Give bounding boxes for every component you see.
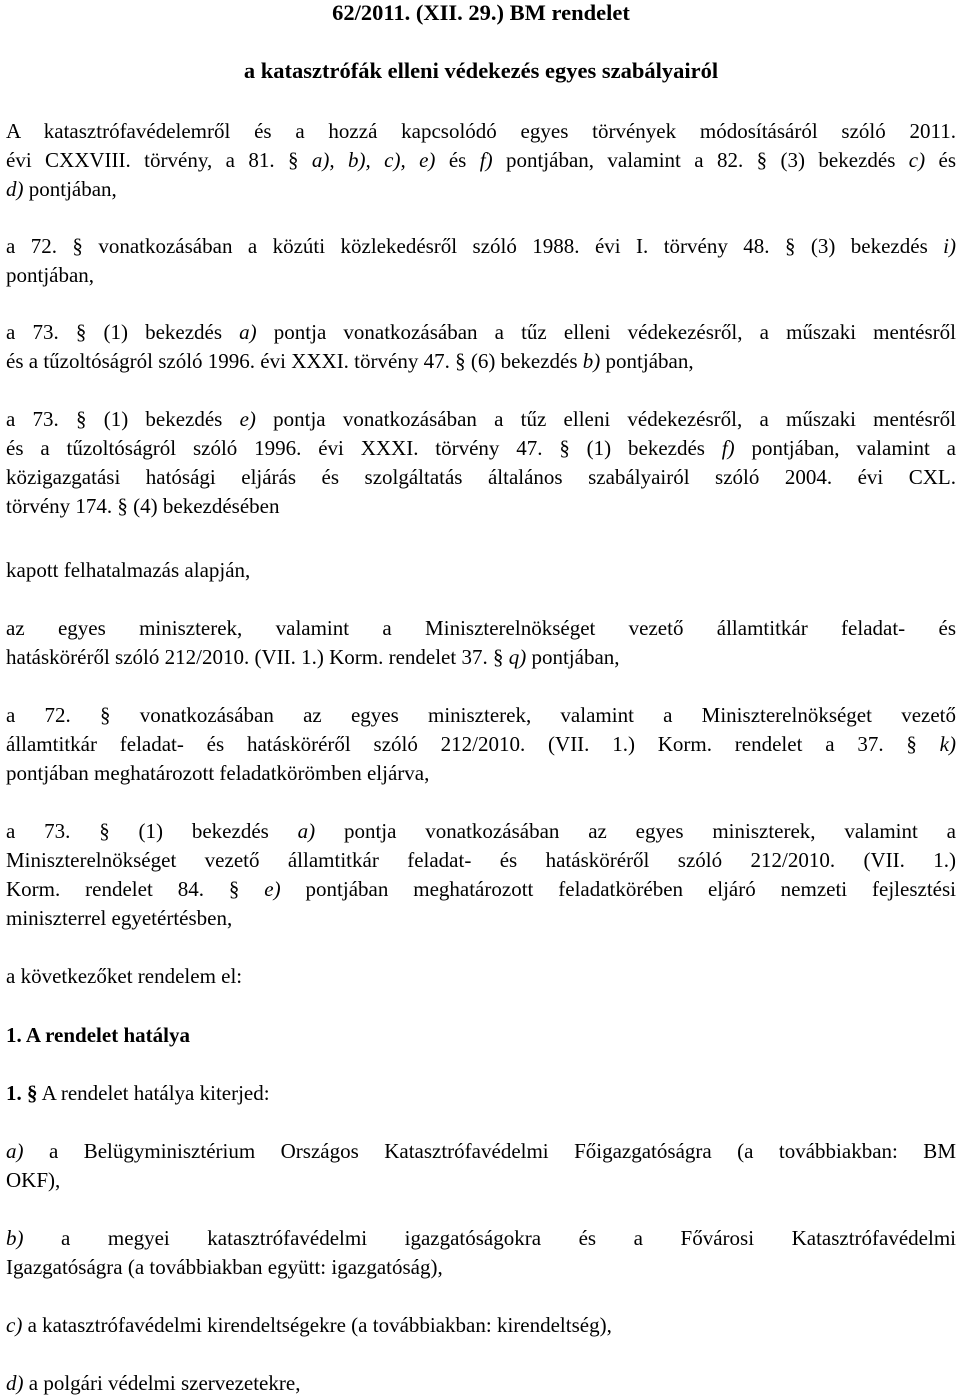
text-run: Igazgatóságra (a továbbiakban együtt: igazgatóság), xyxy=(6,1255,443,1279)
article-paragraph xyxy=(6,1079,956,1108)
italic-run: e) xyxy=(239,407,256,431)
text-run: államtitkár feladat- és hatásköréről szóló 212/2010. (VII. 1.) Korm. rendelet a 37. § xyxy=(6,732,940,756)
text-line xyxy=(6,405,956,434)
text-run: és a tűzoltóságról szóló 1996. évi XXXI. törvény 47. § (6) bekezdés xyxy=(6,349,583,373)
preamble-paragraph xyxy=(6,701,956,788)
text-line xyxy=(6,1137,956,1166)
preamble-paragraph xyxy=(6,817,956,933)
text-run: és a tűzoltóságról szóló 1996. évi XXXI. törvény 47. § (1) bekezdés xyxy=(6,436,722,460)
preamble-paragraph xyxy=(6,556,956,585)
text-run: pontja vonatkozásában a tűz elleni védekezésről, a műszaki mentésről xyxy=(256,320,956,344)
text-run: pontjában, xyxy=(526,645,620,669)
text-run: pontjában meghatározott feladatkörében eljáró nemzeti fejlesztési xyxy=(280,877,956,901)
text-line xyxy=(6,875,956,904)
italic-run: a) xyxy=(6,1139,24,1163)
document-title-number: 62/2011. (XII. 29.) BM rendelet xyxy=(332,0,630,25)
text-line xyxy=(6,1166,956,1195)
text-line xyxy=(6,701,956,730)
text-line xyxy=(6,904,956,933)
text-run: Korm. rendelet 84. § xyxy=(6,877,265,901)
text-line xyxy=(6,643,956,672)
text-line xyxy=(6,614,956,643)
text-line xyxy=(6,146,956,175)
text-run: pontja vonatkozásában az egyes miniszterek, valamint a xyxy=(315,819,956,843)
text-line xyxy=(6,1224,956,1253)
text-line xyxy=(6,1311,956,1340)
text-line xyxy=(6,1253,956,1282)
article-paragraph xyxy=(6,1137,956,1195)
text-run: pontjában meghatározott feladatkörömben eljárva, xyxy=(6,761,430,785)
text-run: kapott felhatalmazás alapján, xyxy=(6,558,251,582)
italic-run: b) xyxy=(6,1226,24,1250)
bold-run: 1. § xyxy=(6,1081,38,1105)
text-run: A rendelet hatálya kiterjed: xyxy=(37,1081,270,1105)
text-run: a Belügyminisztérium Országos Katasztrófavédelmi Főigazgatóságra (a továbbiakban: BM xyxy=(23,1139,956,1163)
italic-run: k) xyxy=(939,732,956,756)
text-run: pontja vonatkozásában a tűz elleni védekezésről, a műszaki mentésről xyxy=(255,407,956,431)
text-line xyxy=(6,1369,956,1398)
italic-run: f) xyxy=(721,436,735,460)
text-run: törvény 174. § (4) bekezdésében xyxy=(6,494,280,518)
italic-run: i) xyxy=(943,234,956,258)
text-line xyxy=(6,261,956,290)
text-run: évi CXXVIII. törvény, a 81. § xyxy=(6,148,312,172)
text-run: pontjában, xyxy=(23,177,117,201)
document-page xyxy=(6,0,956,1400)
document-title-subject: a katasztrófák elleni védekezés egyes szabályairól xyxy=(243,58,719,83)
text-line xyxy=(6,175,956,204)
text-run: pontjában, valamint a 82. § (3) bekezdés xyxy=(492,148,909,172)
section-heading: 1. A rendelet hatálya xyxy=(6,1023,190,1047)
preamble-paragraph xyxy=(6,614,956,672)
preamble-paragraph xyxy=(6,318,956,376)
text-run: a megyei katasztrófavédelmi igazgatóságokra és a Fővárosi Katasztrófavédelmi xyxy=(23,1226,956,1250)
article-paragraph xyxy=(6,1224,956,1282)
text-line xyxy=(6,434,956,463)
text-line xyxy=(6,1079,956,1108)
italic-run: q) xyxy=(508,645,527,669)
text-line xyxy=(6,846,956,875)
italic-run: a) xyxy=(297,819,316,843)
text-run: a 73. § (1) bekezdés xyxy=(6,407,240,431)
text-line xyxy=(6,318,956,347)
article-paragraph xyxy=(6,1311,956,1340)
text-line xyxy=(6,556,956,585)
text-run: a 73. § (1) bekezdés xyxy=(6,819,298,843)
preamble-paragraph xyxy=(6,232,956,290)
text-line xyxy=(6,117,956,146)
text-line xyxy=(6,347,956,376)
italic-run: a), b), c), e) xyxy=(311,148,436,172)
text-run: pontjában, valamint a xyxy=(734,436,956,460)
text-run: OKF), xyxy=(6,1168,61,1192)
text-run: és xyxy=(435,148,480,172)
text-run: hatásköréről szóló 212/2010. (VII. 1.) Korm. rendelet 37. § xyxy=(6,645,509,669)
text-run: a 72. § vonatkozásában a közúti közlekedésről szóló 1988. évi I. törvény 48. § (3) bekezdés xyxy=(6,234,944,258)
italic-run: a) xyxy=(239,320,257,344)
italic-run: c) xyxy=(908,148,926,172)
text-line xyxy=(6,730,956,759)
text-run: a katasztrófavédelmi kirendeltségekre (a továbbiakban: kirendeltség), xyxy=(22,1313,612,1337)
text-line xyxy=(6,962,956,991)
text-line xyxy=(6,232,956,261)
italic-run: b) xyxy=(582,349,601,373)
text-run: A katasztrófavédelemről és a hozzá kapcsolódó egyes törvények módosításáról szóló 2011. xyxy=(6,119,956,143)
text-line xyxy=(6,492,956,521)
text-run: a 72. § vonatkozásában az egyes miniszterek, valamint a Miniszterelnökséget vezető xyxy=(6,703,956,727)
italic-run: e) xyxy=(264,877,281,901)
text-run: miniszterrel egyetértésben, xyxy=(6,906,233,930)
text-run: a 73. § (1) bekezdés xyxy=(6,320,240,344)
text-run: Miniszterelnökséget vezető államtitkár feladat- és hatásköréről szóló 212/2010. (VII. 1.) xyxy=(6,848,956,872)
text-run: az egyes miniszterek, valamint a Miniszterelnökséget vezető államtitkár feladat- és xyxy=(6,616,956,640)
preamble-paragraph xyxy=(6,117,956,204)
article-paragraph xyxy=(6,1369,956,1398)
text-run: a polgári védelmi szervezetekre, xyxy=(23,1371,301,1395)
italic-run: c) xyxy=(6,1313,23,1337)
preamble-paragraph xyxy=(6,962,956,991)
text-run: pontjában, xyxy=(600,349,694,373)
text-run: és xyxy=(925,148,956,172)
text-run: pontjában, xyxy=(6,263,95,287)
text-line xyxy=(6,463,956,492)
text-run: közigazgatási hatósági eljárás és szolgáltatás általános szabályairól szóló 2004. évi CXL. xyxy=(6,465,956,489)
italic-run: d) xyxy=(6,177,24,201)
preamble-paragraph xyxy=(6,405,956,521)
text-run: a következőket rendelem el: xyxy=(6,964,243,988)
text-line xyxy=(6,759,956,788)
text-line xyxy=(6,817,956,846)
italic-run: f) xyxy=(479,148,493,172)
italic-run: d) xyxy=(6,1371,24,1395)
